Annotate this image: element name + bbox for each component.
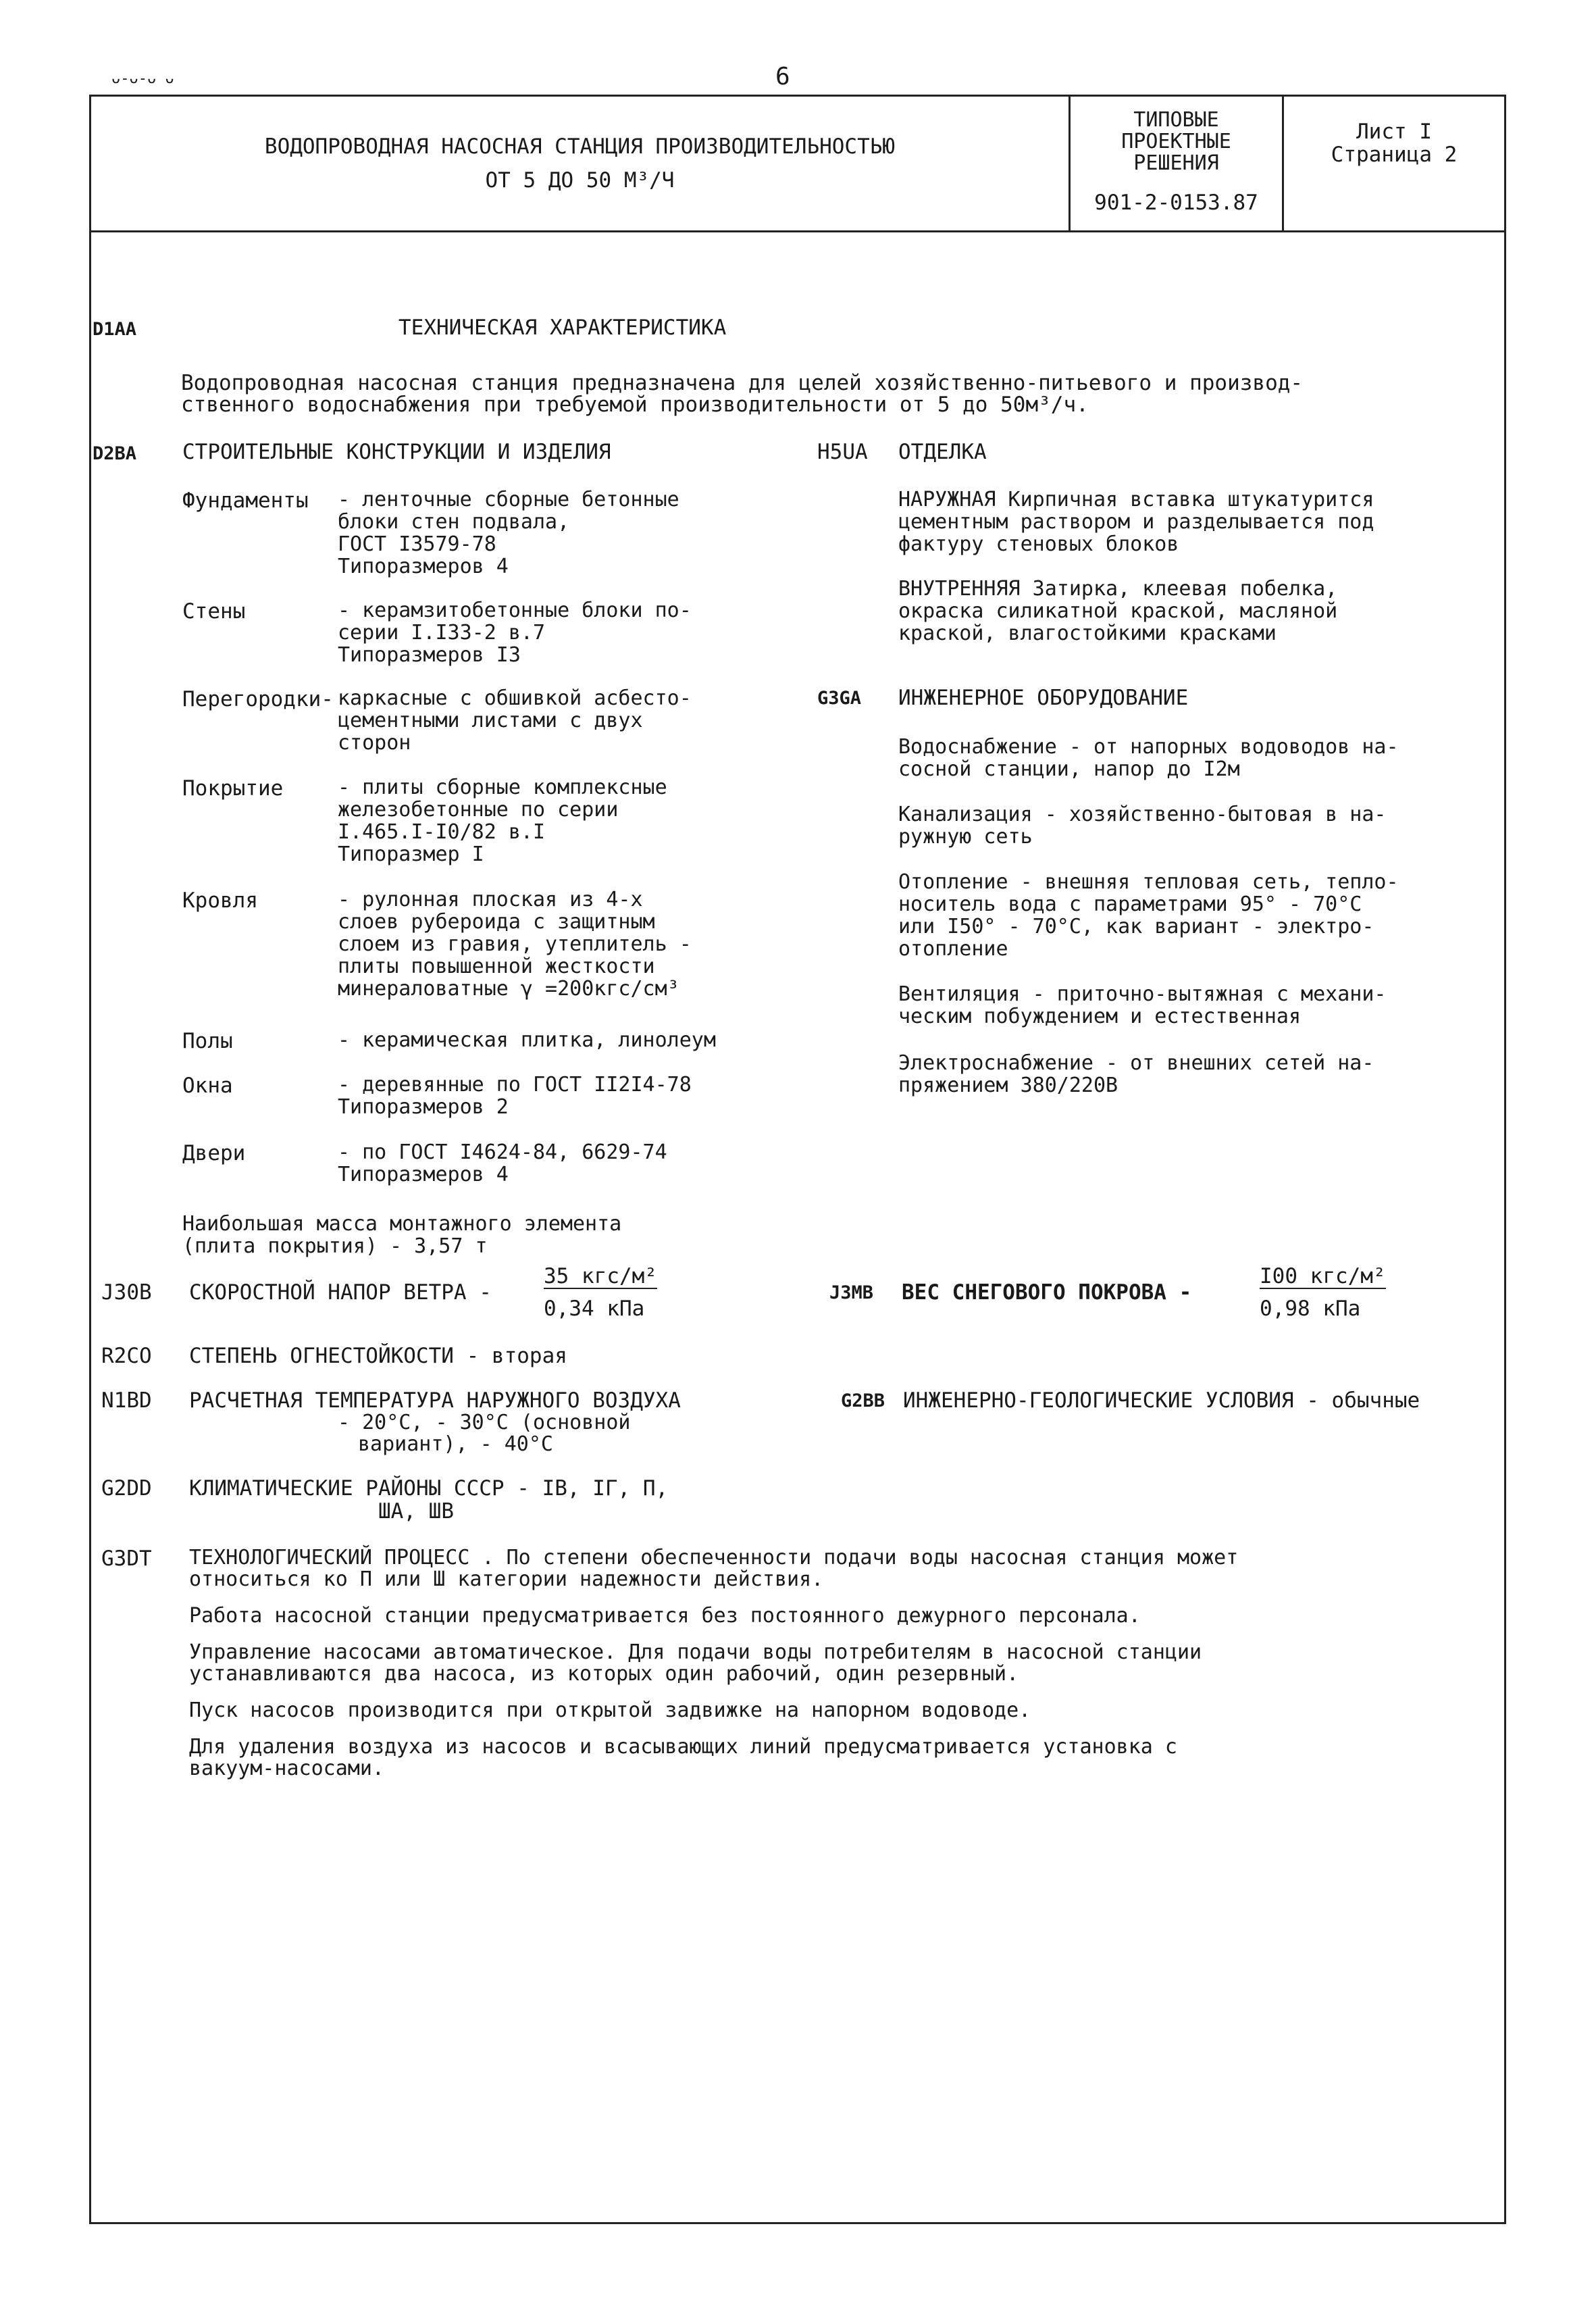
finish-outer-2: цементным раствором и разделывается под	[898, 510, 1374, 534]
climate-line-2: ША, ШВ	[378, 1499, 454, 1524]
item-line: Типоразмеров I3	[338, 643, 521, 667]
item-label: Покрытие	[182, 776, 284, 801]
code-tech: D1AA	[93, 319, 137, 340]
sewer-2: ружную сеть	[898, 825, 1033, 849]
sheet-label: Лист I	[1356, 120, 1432, 144]
code-geo: G2BB	[841, 1390, 885, 1411]
series-line-2: ПРОЕКТНЫЕ	[1121, 130, 1231, 153]
code-climate: G2DD	[101, 1476, 152, 1501]
intro-line-1: Водопроводная насосная станция предназначена для целей хозяйственно-питьевого и производ-	[181, 371, 1304, 395]
item-label: Стены	[182, 599, 246, 624]
item-line: минераловатные γ =200кгс/см³	[338, 977, 679, 1001]
code-construct: D2BA	[93, 443, 137, 464]
item-label: Фундаменты	[182, 488, 309, 513]
snow-numerator: I00 кгс/м²	[1260, 1264, 1386, 1288]
top-left-mark: ᴗ-ᴗ-ᴗ ᴗ	[111, 70, 174, 87]
power-2: пряжением 380/220В	[898, 1074, 1118, 1097]
equipment-title: ИНЖЕНЕРНОЕ ОБОРУДОВАНИЕ	[898, 686, 1189, 710]
item-line: - деревянные по ГОСТ II2I4-78	[338, 1073, 692, 1097]
ventilation-1: Вентиляция - приточно-вытяжная с механи-	[898, 982, 1387, 1006]
item-label: Кровля	[182, 888, 258, 913]
item-line: цементными листами с двух	[338, 709, 643, 732]
snow-denominator: 0,98 кПа	[1260, 1297, 1361, 1321]
header-divider	[89, 230, 1506, 232]
item-line: сторон	[338, 731, 411, 755]
finish-inner-2: окраска силикатной краской, масляной	[898, 599, 1338, 623]
heating-3: или I50° - 70°С, как вариант - электро-	[898, 915, 1374, 938]
item-line: I.465.I-I0/82 в.I	[338, 820, 546, 844]
temperature-line-1: РАСЧЕТНАЯ ТЕМПЕРАТУРА НАРУЖНОГО ВОЗДУХА	[189, 1388, 681, 1413]
item-label: Полы	[182, 1029, 233, 1053]
code-finish: H5UA	[817, 440, 868, 464]
temperature-line-3: вариант), - 40°С	[358, 1432, 553, 1456]
item-line: - ленточные сборные бетонные	[338, 488, 679, 511]
snow-label: ВЕС СНЕГОВОГО ПОКРОВА -	[902, 1280, 1192, 1305]
series-line-1: ТИПОВЫЕ	[1133, 108, 1219, 132]
title-line-2: ОТ 5 ДО 50 М³/Ч	[485, 168, 675, 193]
wind-numerator: 35 кгс/м²	[544, 1264, 657, 1288]
item-line: Типоразмер I	[338, 842, 484, 866]
power-1: Электроснабжение - от внешних сетей на-	[898, 1051, 1374, 1075]
fire-resistance: СТЕПЕНЬ ОГНЕСТОЙКОСТИ - вторая	[189, 1344, 567, 1368]
item-label: Перегородки-	[182, 687, 334, 711]
max-mass-line-2: (плита покрытия) - 3,57 т	[182, 1234, 488, 1258]
wind-label: СКОРОСТНОЙ НАПОР ВЕТРА -	[189, 1280, 492, 1305]
item-line: - по ГОСТ I4624-84, 6629-74	[338, 1140, 667, 1164]
code-wind: J30B	[101, 1280, 152, 1305]
item-line: слоем из гравия, утеплитель -	[338, 932, 692, 956]
item-line: ГОСТ I3579-78	[338, 532, 496, 556]
item-label: Окна	[182, 1074, 233, 1098]
process-para-3-2: устанавливаются два насоса, из которых один рабочий, один резервный.	[189, 1662, 1019, 1686]
code-equipment: G3GA	[817, 688, 862, 709]
wind-denominator: 0,34 кПа	[544, 1297, 645, 1321]
water-supply-1: Водоснабжение - от напорных водоводов на-	[898, 735, 1399, 759]
item-line: плиты повышенной жесткости	[338, 955, 655, 978]
item-line: Типоразмеров 4	[338, 1163, 509, 1186]
code-temperature: N1BD	[101, 1388, 152, 1413]
item-line: блоки стен подвала,	[338, 510, 570, 534]
item-line: - рулонная плоская из 4-х	[338, 888, 643, 911]
sewer-1: Канализация - хозяйственно-бытовая в на-	[898, 803, 1387, 826]
process-line-2: относиться ко П или Ш категории надежности действия.	[189, 1567, 824, 1591]
item-line: - плиты сборные комплексные	[338, 776, 667, 799]
process-para-4: Пуск насосов производится при открытой задвижке на напорном водоводе.	[189, 1699, 1031, 1722]
finish-outer-1: НАРУЖНАЯ Кирпичная вставка штукатурится	[898, 488, 1374, 511]
finish-inner-3: краской, влагостойкими красками	[898, 622, 1277, 645]
finish-title: ОТДЕЛКА	[898, 440, 987, 464]
item-line: - керамическая плитка, линолеум	[338, 1028, 716, 1052]
intro-line-2: ственного водоснабжения при требуемой производительности от 5 до 50м³/ч.	[181, 393, 1089, 417]
item-line: серии I.I33-2 в.7	[338, 621, 546, 645]
water-supply-2: сосной станции, напор до I2м	[898, 757, 1240, 781]
item-label: Двери	[182, 1141, 246, 1165]
process-para-2: Работа насосной станции предусматривается без постоянного дежурного персонала.	[189, 1604, 1141, 1628]
process-para-5-1: Для удаления воздуха из насосов и всасывающих линий предусматривается установка с	[189, 1735, 1177, 1759]
finish-outer-3: фактуру стеновых блоков	[898, 532, 1179, 556]
ventilation-2: ческим побуждением и естественная	[898, 1005, 1302, 1028]
geo-conditions: ИНЖЕНЕРНО-ГЕОЛОГИЧЕСКИЕ УСЛОВИЯ - обычные	[903, 1388, 1420, 1413]
item-line: железобетонные по серии	[338, 798, 619, 822]
code-process: G3DT	[101, 1546, 152, 1571]
code-snow: J3MB	[829, 1282, 874, 1303]
tech-title: ТЕХНИЧЕСКАЯ ХАРАКТЕРИСТИКА	[398, 316, 727, 340]
page-number: 6	[775, 63, 790, 91]
code-fire: R2CO	[101, 1344, 152, 1368]
item-line: Типоразмеров 2	[338, 1095, 509, 1119]
item-line: каркасные с обшивкой асбесто-	[338, 686, 692, 710]
item-line: слоев рубероида с защитным	[338, 910, 655, 934]
heating-2: носитель вода с параметрами 95° - 70°С	[898, 892, 1362, 916]
max-mass-line-1: Наибольшая масса монтажного элемента	[182, 1212, 622, 1236]
process-para-3-1: Управление насосами автоматическое. Для подачи воды потребителям в насосной станции	[189, 1640, 1202, 1664]
document-code: 901-2-0153.87	[1094, 191, 1258, 215]
finish-inner-1: ВНУТРЕННЯЯ Затирка, клеевая побелка,	[898, 577, 1338, 601]
process-line-1: ТЕХНОЛОГИЧЕСКИЙ ПРОЦЕСС . По степени обеспеченности подачи воды насосная станция может	[189, 1546, 1239, 1569]
title-line-1: ВОДОПРОВОДНАЯ НАСОСНАЯ СТАНЦИЯ ПРОИЗВОДИТЕЛЬНОСТЬЮ	[264, 134, 896, 159]
heating-4: отопление	[898, 937, 1008, 961]
temperature-line-2: - 20°С, - 30°С (основной	[338, 1411, 631, 1434]
item-line: Типоразмеров 4	[338, 555, 509, 578]
construct-title: СТРОИТЕЛЬНЫЕ КОНСТРУКЦИИ И ИЗДЕЛИЯ	[182, 440, 611, 464]
process-para-5-2: вакуум-насосами.	[189, 1757, 384, 1780]
climate-line-1: КЛИМАТИЧЕСКИЕ РАЙОНЫ СССР - IВ, IГ, П,	[189, 1476, 669, 1501]
item-line: - керамзитобетонные блоки по-	[338, 599, 692, 622]
page-label: Страница 2	[1331, 143, 1458, 167]
series-line-3: РЕШЕНИЯ	[1133, 151, 1219, 175]
heating-1: Отопление - внешняя тепловая сеть, тепло-	[898, 870, 1399, 894]
